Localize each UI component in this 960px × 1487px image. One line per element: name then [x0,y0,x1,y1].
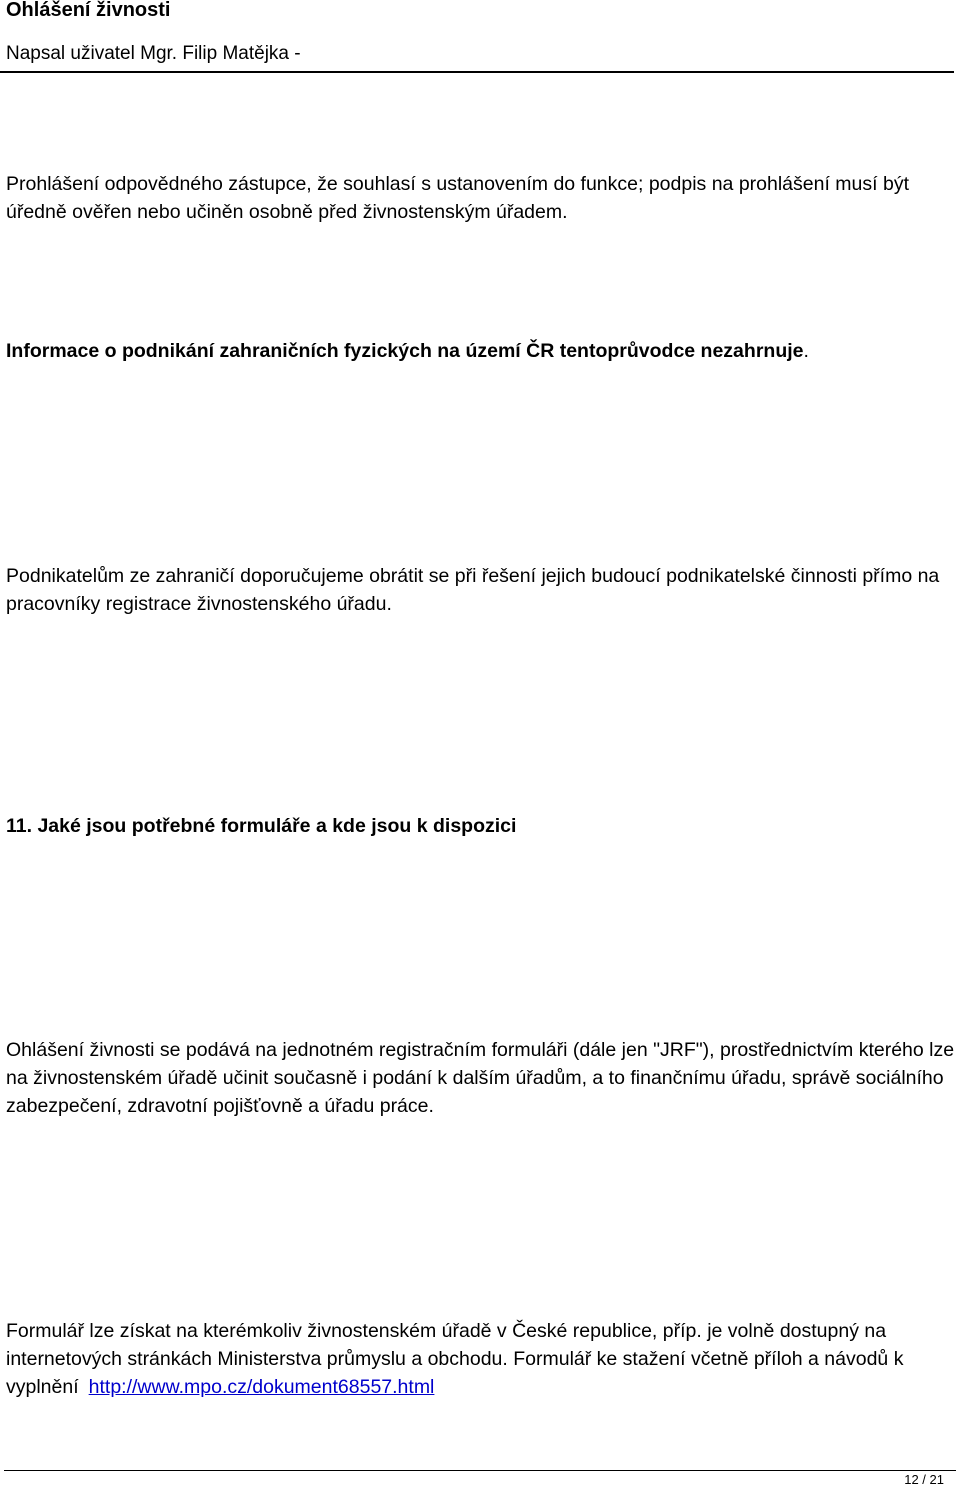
paragraph-prohlaseni: Prohlášení odpovědného zástupce, že souhlasí s ustanovením do funkce; podpis na prohlášení musí být úředně ověřen nebo učiněn osobně před živnostenským úřadem. [6,173,909,223]
page-title: Ohlášení živnosti [6,0,171,21]
paragraph-formular [6,1317,956,1401]
informace-text: Informace o podnikání zahraničních fyzických na území ČR tentoprůvodce nezahrnuje [6,340,804,362]
page-number: 12 / 21 [904,1472,944,1487]
paragraph-informace [6,337,956,365]
paragraph-podnikatelum: Podnikatelům ze zahraničí doporučujeme obrátit se při řešení jejich budoucí podnikatelské činnosti přímo na pracovníky registrace živnostenského úřadu. [6,565,940,615]
section-heading-formulare: 11. Jaké jsou potřebné formuláře a kde jsou k dispozici [6,815,517,837]
header-divider [0,71,954,73]
footer-divider [4,1470,956,1471]
formular-text: Formulář lze získat na kterémkoliv živnostenském úřadě v České republice, příp. je volně dostupný na internetových stránkách Ministerstva průmyslu a obchodu. Formulář ke stažení včetně příloh a návodů k vyplnění [6,1320,904,1398]
page-header [6,0,956,65]
mpo-link[interactable]: http://www.mpo.cz/dokument68557.html [88,1376,435,1398]
paragraph-ohlaseni: Ohlášení živnosti se podává na jednotném registračním formuláři (dále jen "JRF"), prostřednictvím kterého lze na živnostenském úřadě učinit současně i podání k dalším úřadům, a to finančnímu úřadu, správě sociálního zabezpečení, zdravotní pojišťovně a úřadu práce. [6,1039,955,1117]
informace-period: . [803,340,809,362]
author-line: Napsal uživatel Mgr. Filip Matějka - [6,43,301,64]
